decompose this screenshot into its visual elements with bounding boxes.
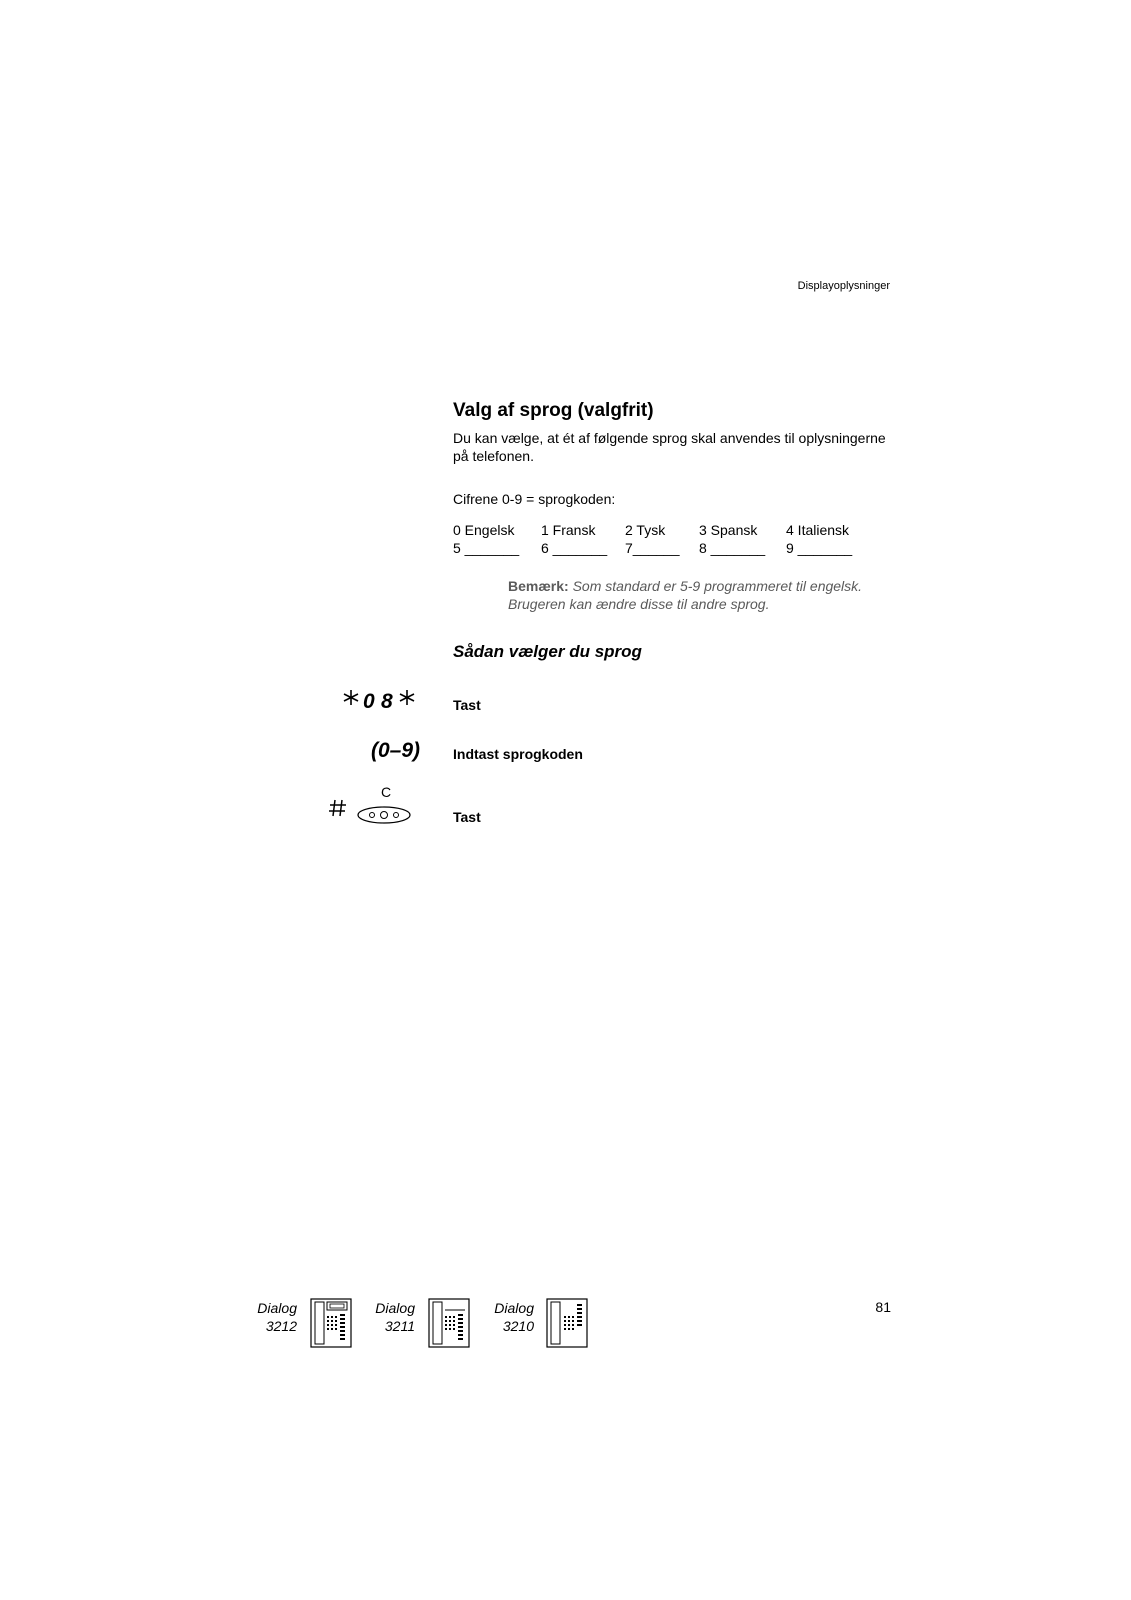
language-item: 9 _______ bbox=[786, 540, 853, 556]
svg-text:0: 0 bbox=[363, 690, 375, 713]
phone-model-3211 bbox=[355, 1299, 415, 1335]
phone-model-name: Dialog bbox=[494, 1300, 534, 1316]
phone-model-name: Dialog bbox=[375, 1300, 415, 1316]
star-0-8-star-keys bbox=[340, 687, 420, 715]
phone-model-name: Dialog bbox=[257, 1300, 297, 1316]
intro-text: Du kan vælge, at ét af følgende sprog skal anvendes til oplysningerne på telefonen. bbox=[453, 430, 886, 464]
phone-3210-icon bbox=[546, 1298, 588, 1353]
phone-3212-icon bbox=[310, 1298, 352, 1353]
note bbox=[508, 577, 908, 613]
language-item: 3 Spansk bbox=[699, 522, 758, 538]
language-item: 6 _______ bbox=[541, 540, 608, 556]
clear-key-icon bbox=[355, 785, 415, 827]
note-label: Bemærk: bbox=[508, 578, 569, 594]
phone-3211-icon bbox=[428, 1298, 470, 1353]
svg-text:8: 8 bbox=[381, 690, 393, 713]
note-line1: Som standard er 5-9 programmeret til engelsk. bbox=[572, 578, 863, 594]
language-item: 7______ bbox=[625, 540, 680, 556]
phone-model-number: 3212 bbox=[265, 1318, 297, 1334]
language-item: 8 _______ bbox=[699, 540, 766, 556]
step-2-label: Indtast sprogkoden bbox=[453, 746, 583, 762]
phone-model-number: 3210 bbox=[502, 1318, 534, 1334]
phone-model-number: 3211 bbox=[384, 1318, 415, 1334]
language-item: 0 Engelsk bbox=[453, 522, 515, 538]
step-1-label: Tast bbox=[453, 697, 481, 713]
phone-model-3210 bbox=[474, 1299, 534, 1335]
star-icon-left bbox=[340, 687, 420, 715]
language-item: 5 _______ bbox=[453, 540, 520, 556]
clear-key-letter: C bbox=[381, 785, 392, 800]
hash-icon bbox=[328, 798, 348, 818]
page-number: 81 bbox=[875, 1299, 891, 1315]
language-item: 2 Tysk bbox=[625, 522, 666, 538]
language-code-keys: (0–9) bbox=[370, 739, 420, 762]
note-line2: Brugeren kan ændre disse til andre sprog. bbox=[508, 596, 770, 612]
page-title: Valg af sprog (valgfrit) bbox=[453, 400, 654, 421]
language-item: 4 Italiensk bbox=[786, 522, 850, 538]
phone-model-3212 bbox=[237, 1299, 297, 1335]
digits-line: Cifrene 0-9 = sprogkoden: bbox=[453, 491, 616, 507]
procedure-title: Sådan vælger du sprog bbox=[453, 642, 642, 661]
step-3-label: Tast bbox=[453, 809, 481, 825]
section-header: Displayoplysninger bbox=[797, 280, 890, 292]
language-item: 1 Fransk bbox=[541, 522, 596, 538]
